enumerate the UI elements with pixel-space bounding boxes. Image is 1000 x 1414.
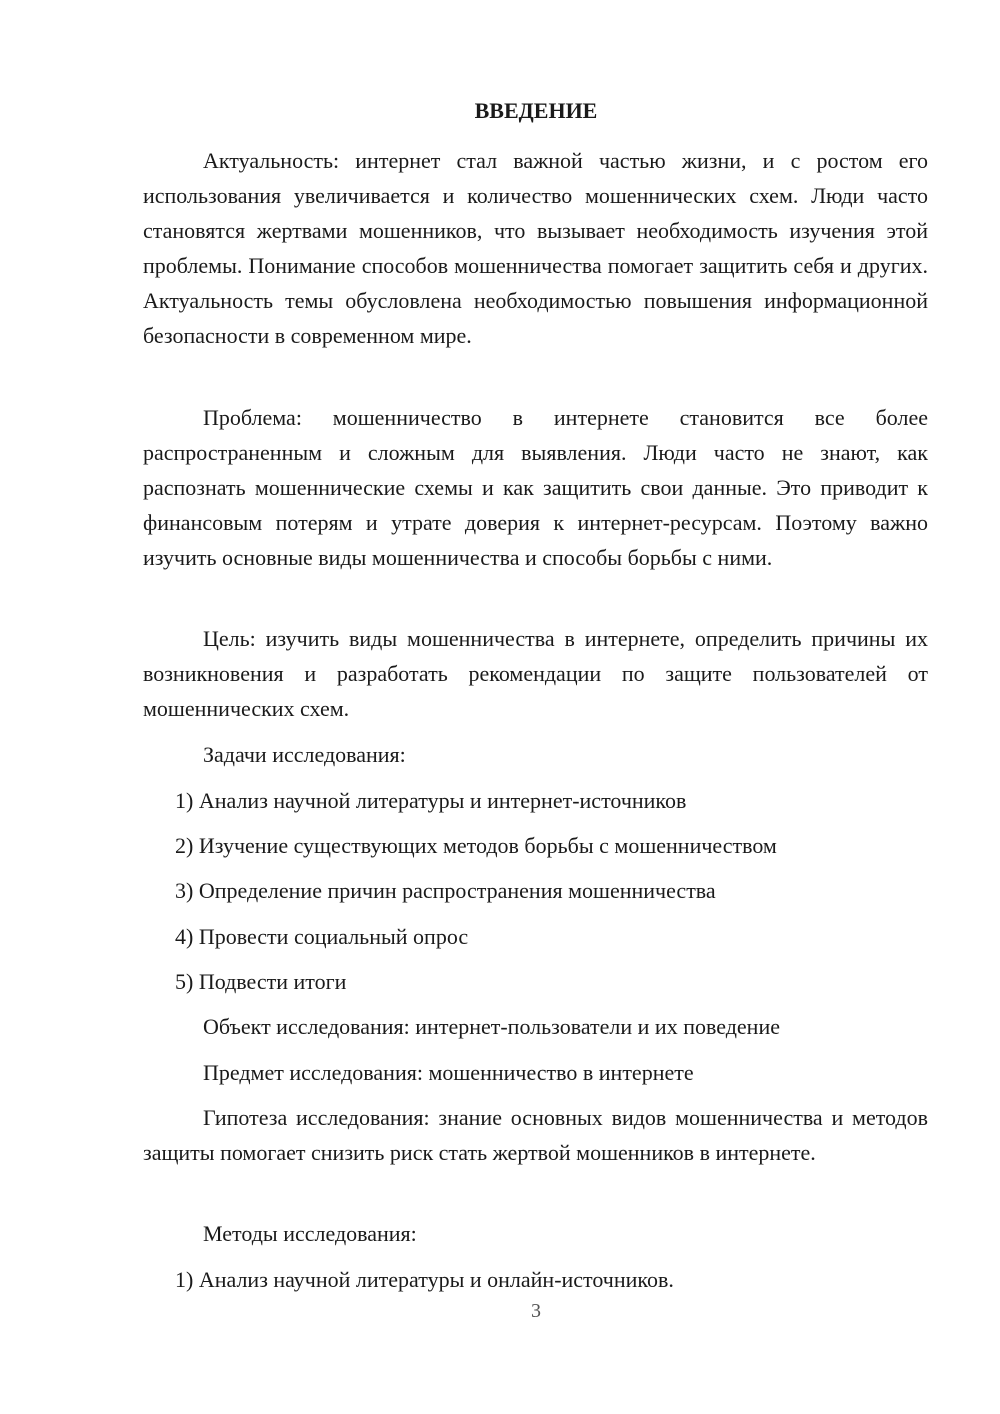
tasks-heading: Задачи исследования: — [203, 742, 406, 767]
section-title: ВВЕДЕНИЕ — [474, 98, 598, 123]
research-object: Объект исследования: интернет-пользователи и их поведение — [203, 1014, 780, 1039]
research-subject: Предмет исследования: мошенничество в интернете — [203, 1060, 694, 1085]
hypothesis-paragraph: Гипотеза исследования: знание основных видов мошенничества и методов защиты помогает снизить риск стать жертвой мошенников в интернете. — [143, 1105, 928, 1165]
problem-paragraph: Проблема: мошенничество в интернете становится все более распространенным и сложным для выявления. Люди часто не знают, как распознать мошеннические схемы и как защитить свои данные. Это приводит к финансовым потерям и утрате доверия к интернет-ресурсам. Поэтому важно изучить основные виды мошенничества и способы борьбы с ними. — [143, 405, 928, 570]
goal-paragraph: Цель: изучить виды мошенничества в интернете, определить причины их возникновения и разработать рекомендации по защите пользователей от мошеннических схем. — [143, 626, 928, 721]
task-item: 4) Провести социальный опрос — [175, 924, 469, 949]
page-number: 3 — [531, 1300, 541, 1322]
task-item: 2) Изучение существующих методов борьбы с мошенничеством — [175, 833, 777, 858]
methods-heading: Методы исследования: — [203, 1221, 417, 1246]
task-item: 3) Определение причин распространения мошенничества — [175, 878, 716, 903]
task-item: 1) Анализ научной литературы и интернет-источников — [175, 788, 687, 813]
task-item: 5) Подвести итоги — [175, 969, 347, 994]
method-item: 1) Анализ научной литературы и онлайн-источников. — [175, 1267, 674, 1292]
relevance-paragraph: Актуальность: интернет стал важной частью жизни, и с ростом его использования увеличивается и количество мошеннических схем. Люди часто становятся жертвами мошенников, что вызывает необходимость изучения этой проблемы. Понимание способов мошенничества помогает защитить себя и других. Актуальность темы обусловлена необходимостью повышения информационной безопасности в современном мире. — [143, 148, 928, 348]
